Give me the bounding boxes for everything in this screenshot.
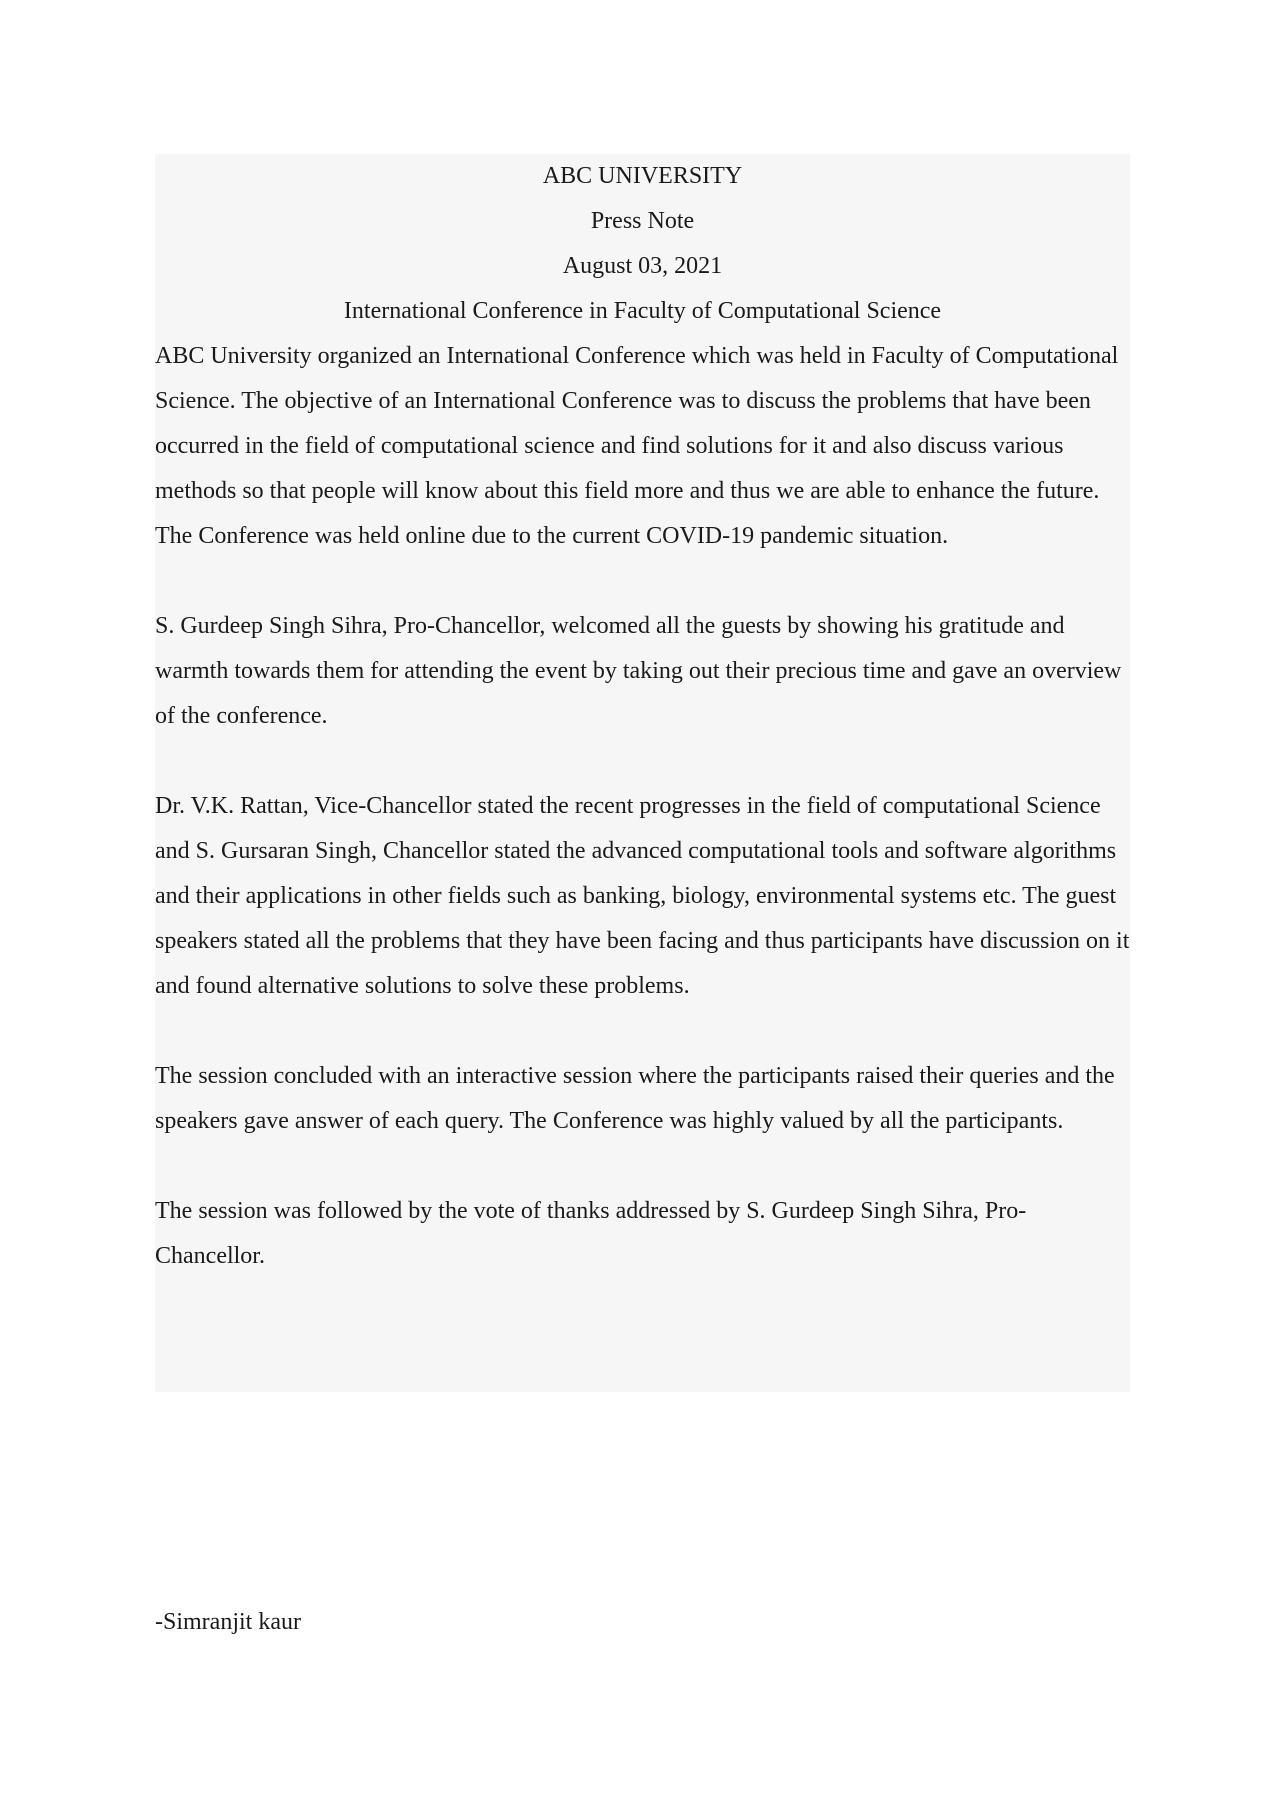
- paragraph-vote-of-thanks: The session was followed by the vote of thanks addressed by S. Gurdeep Singh Sihra, Pro-Chancellor.: [155, 1198, 1027, 1269]
- press-note-body: [155, 154, 1130, 1279]
- paragraph-welcome: S. Gurdeep Singh Sihra, Pro-Chancellor, welcomed all the guests by showing his gratitude and warmth towards them for attending the event by taking out their precious time and gave an overview of the conference.: [155, 613, 1122, 729]
- paragraph-spacer: [155, 1144, 1130, 1189]
- university-name: ABC UNIVERSITY: [542, 163, 743, 189]
- paragraph-conclusion: The session concluded with an interactive session where the participants raised their queries and the speakers gave answer of each query. The Conference was highly valued by all the participants.: [155, 1063, 1115, 1134]
- paragraph-spacer: [155, 1009, 1130, 1054]
- author-signature: -Simranjit kaur: [155, 1609, 301, 1635]
- paragraph-speakers: Dr. V.K. Rattan, Vice-Chancellor stated the recent progresses in the field of computational Science and S. Gursaran Singh, Chancellor stated the advanced computational tools and software algorithms and their applications in other fields such as banking, biology, environmental systems etc. The guest speakers stated all the problems that they have been facing and thus participants have discussion on it and found alternative solutions to solve these problems.: [155, 793, 1130, 999]
- paragraph-spacer: [155, 559, 1130, 604]
- press-note-date: August 03, 2021: [562, 253, 723, 279]
- press-note-title: International Conference in Faculty of Computational Science: [343, 298, 942, 324]
- paragraph-spacer: [155, 739, 1130, 784]
- document-type: Press Note: [590, 208, 695, 234]
- paragraph-intro: ABC University organized an International Conference which was held in Faculty of Computational Science. The objective of an International Conference was to discuss the problems that have been occurred in the field of computational science and find solutions for it and also discuss various methods so that people will know about this field more and thus we are able to enhance the future. The Conference was held online due to the current COVID-19 pandemic situation.: [155, 343, 1119, 549]
